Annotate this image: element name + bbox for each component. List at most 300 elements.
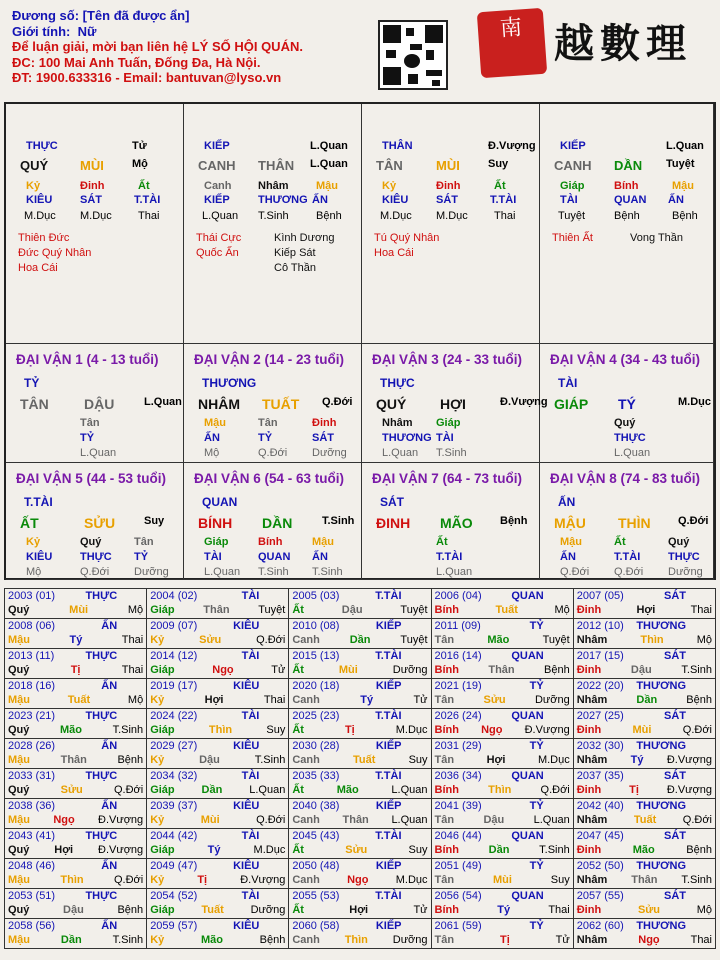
dai-van-pillar: Đ.Vượng (500, 396, 548, 408)
header-info (12, 8, 303, 86)
year-ten-god: THƯƠNG (636, 740, 686, 752)
hidden-ten-god: ẤN (668, 194, 684, 206)
year-ten-god: THƯƠNG (636, 860, 686, 872)
year-label: 2006 (04) (434, 590, 482, 602)
dai-van-pillar: Q.Đới (678, 515, 709, 527)
year-head (577, 590, 712, 604)
life-stage: M.Dục (380, 210, 412, 222)
star-name: Tú Quý Nhân (374, 232, 440, 244)
life-stage: T.Sinh (258, 210, 289, 222)
year-ten-god: SÁT (664, 710, 686, 722)
year-cell (289, 679, 431, 709)
year-label: 2057 (55) (576, 890, 624, 902)
dai-van-detail: Quý (80, 536, 102, 548)
year-label: 2062 (60) (576, 920, 624, 932)
year-stage: Q.Đới (682, 724, 712, 736)
year-branch: Dần (349, 634, 371, 646)
year-pillar (435, 634, 570, 648)
year-ten-god: TỶ (529, 740, 544, 752)
year-branch: Tý (207, 844, 221, 856)
year-branch: Ngọ (481, 724, 503, 736)
year-stem: Giáp (150, 784, 175, 796)
qr-code-icon (378, 20, 448, 90)
year-stage: Q.Đới (256, 814, 286, 826)
hidden-ten-god: SÁT (80, 194, 102, 206)
year-cell (5, 679, 147, 709)
dai-van-detail: Q.Đới (258, 447, 288, 459)
star-name: Kình Dương (274, 232, 335, 244)
year-branch: Sửu (637, 904, 660, 916)
year-head (577, 890, 712, 904)
year-ten-god: THỰC (85, 770, 118, 782)
dai-van-pillar: Suy (144, 515, 165, 527)
pillar-label: THÂN (258, 158, 295, 173)
year-ten-god: TÀI (241, 590, 260, 602)
year-stem: Tân (434, 694, 455, 706)
hidden-stem: Ất (494, 180, 506, 192)
dai-van-title: ĐẠI VẬN 6 (54 - 63 tuổi) (194, 471, 345, 486)
dai-van-ten-god: TÀI (558, 376, 578, 390)
year-stem: Kỷ (150, 694, 165, 706)
year-head (150, 800, 285, 814)
dai-van-detail: TỶ (80, 432, 95, 444)
ten-god-label: THÂN (382, 140, 413, 152)
year-cell (289, 619, 431, 649)
life-stage: Bệnh (316, 210, 342, 222)
dai-van-pillar: HỢI (440, 396, 466, 412)
life-stage: M.Dục (80, 210, 112, 222)
year-ten-god: QUAN (511, 590, 544, 602)
dai-van-pillar: ẤT (20, 515, 39, 531)
year-head (8, 920, 143, 934)
ten-god-label: KIẾP (560, 140, 586, 152)
dai-van-ten-god: THỰC (380, 376, 415, 390)
dai-van-detail: Nhâm (382, 417, 413, 429)
year-label: 2046 (44) (434, 830, 482, 842)
year-label: 2028 (26) (8, 740, 56, 752)
year-label: 2030 (28) (292, 740, 340, 752)
year-stem: Mậu (8, 754, 30, 766)
dai-van-pillar: TUẤT (262, 396, 300, 412)
year-stage: Thai (690, 934, 712, 946)
dai-van-detail: THỰC (80, 551, 112, 563)
year-pillar (8, 784, 143, 798)
year-label: 2012 (10) (576, 620, 624, 632)
year-pillar (292, 724, 427, 738)
year-stage: M.Dục (395, 874, 428, 886)
year-branch: Dậu (483, 814, 505, 826)
year-stage: T.Sinh (112, 724, 144, 736)
dai-van-title: ĐẠI VẬN 3 (24 - 33 tuổi) (372, 352, 523, 367)
year-head (292, 590, 427, 604)
year-cell (147, 919, 289, 949)
year-head (435, 920, 570, 934)
hidden-stem: Giáp (560, 180, 585, 192)
year-cell (5, 619, 147, 649)
pillar-label: MÙI (436, 158, 460, 173)
year-stem: Tân (434, 934, 455, 946)
year-branch: Mùi (69, 604, 89, 616)
year-ten-god: KIẾP (375, 860, 402, 872)
year-ten-god: TÀI (241, 830, 260, 842)
year-label: 2036 (34) (434, 770, 482, 782)
year-branch: Ngọ (212, 664, 234, 676)
year-cell (573, 739, 715, 769)
year-head (150, 740, 285, 754)
life-stage: L.Quan (202, 210, 239, 222)
year-ten-god: T.TÀI (375, 830, 402, 842)
year-label: 2041 (39) (434, 800, 482, 812)
year-ten-god: KIÊU (233, 740, 260, 752)
dai-van-detail: SÁT (312, 432, 334, 444)
dai-van-detail: THƯƠNG (382, 432, 432, 444)
year-cell (5, 799, 147, 829)
dai-van-pillar: SỬU (84, 515, 116, 531)
year-label: 2023 (21) (8, 710, 56, 722)
year-head (8, 770, 143, 784)
year-label: 2004 (02) (150, 590, 198, 602)
year-stage: Thai (121, 634, 144, 646)
year-stem: Nhâm (576, 634, 608, 646)
year-stage: T.Sinh (539, 844, 570, 856)
year-stem: Giáp (150, 664, 175, 676)
year-stem: Kỷ (150, 814, 165, 826)
life-stage: Bệnh (672, 210, 698, 222)
year-head (435, 770, 570, 784)
year-stage: Thai (548, 904, 570, 916)
dai-van-detail: Dưỡng (134, 566, 169, 578)
year-pillar (577, 634, 712, 648)
year-ten-god: KIẾP (375, 740, 402, 752)
dai-van-ten-god: ẤN (558, 495, 576, 509)
year-branch: Tuất (201, 904, 224, 916)
hidden-stem: Đinh (80, 180, 105, 192)
year-head (435, 650, 570, 664)
year-stage: T.Sinh (681, 664, 712, 676)
year-label: 2008 (06) (8, 620, 56, 632)
dai-van-detail: Mộ (204, 447, 220, 459)
year-stage: Bệnh (686, 844, 712, 856)
annual-years-table (4, 588, 716, 949)
life-stage: Thai (138, 210, 160, 222)
year-head (577, 830, 712, 844)
year-row (5, 769, 716, 799)
year-cell (5, 769, 147, 799)
ten-god-label: Đ.Vượng (488, 140, 536, 152)
palace-cell (540, 104, 714, 344)
year-cell (431, 919, 573, 949)
year-label: 2056 (54) (434, 890, 482, 902)
dai-van-cell (362, 463, 540, 580)
year-stage: Q.Đới (540, 784, 570, 796)
year-ten-god: KIÊU (233, 620, 260, 632)
dai-van-detail: Bính (258, 536, 283, 548)
pillar-label: Tuyệt (666, 158, 695, 170)
pillar-label: DẦN (614, 158, 643, 173)
dai-van-detail: Quý (668, 536, 690, 548)
hidden-stem: Kỷ (26, 180, 41, 192)
year-head (8, 740, 143, 754)
year-label: 2040 (38) (292, 800, 340, 812)
year-branch: Ngọ (347, 874, 369, 886)
year-pillar (435, 904, 570, 918)
year-cell (5, 889, 147, 919)
dai-van-detail: Q.Đới (80, 566, 110, 578)
year-head (8, 710, 143, 724)
year-stage: Thai (690, 604, 712, 616)
year-row (5, 829, 716, 859)
hidden-ten-god: T.TÀI (490, 194, 517, 206)
year-cell (573, 859, 715, 889)
dai-van-detail: L.Quan (436, 566, 473, 578)
year-pillar (8, 634, 143, 648)
dai-van-cell (6, 463, 184, 580)
dai-van-detail: THỰC (614, 432, 646, 444)
year-head (577, 860, 712, 874)
year-branch: Thân (203, 604, 230, 616)
year-pillar (8, 844, 143, 858)
year-head (292, 680, 427, 694)
year-head (150, 830, 285, 844)
dai-van-detail: ẤN (204, 432, 220, 444)
year-label: 2039 (37) (150, 800, 198, 812)
star-name: Đức Quý Nhân (18, 247, 92, 259)
year-pillar (292, 634, 427, 648)
dai-van-pillar: TÂN (20, 396, 49, 412)
year-label: 2015 (13) (292, 650, 340, 662)
year-stage: Bệnh (117, 904, 144, 916)
year-stem: Quý (8, 604, 30, 616)
dai-van-detail: TÀI (204, 551, 222, 563)
year-head (150, 770, 285, 784)
year-ten-god: TÀI (241, 710, 260, 722)
dai-van-pillar: L.Quan (144, 396, 182, 408)
hidden-stem: Mậu (316, 180, 338, 192)
hidden-ten-god: T.TÀI (134, 194, 161, 206)
year-head (292, 830, 427, 844)
year-cell (147, 889, 289, 919)
year-branch: Thân (488, 664, 515, 676)
dai-van-detail: Q.Đới (614, 566, 644, 578)
pillar-label: Suy (488, 158, 509, 170)
year-label: 2043 (41) (8, 830, 56, 842)
year-cell (573, 799, 715, 829)
year-branch: Hợi (486, 754, 506, 766)
year-ten-god: QUAN (511, 710, 544, 722)
year-branch: Tý (69, 634, 83, 646)
star-name: Thiên Đức (18, 232, 70, 244)
hidden-ten-god: KIÊU (382, 194, 409, 206)
year-stem: Nhâm (576, 694, 608, 706)
year-label: 2052 (50) (576, 860, 624, 872)
year-label: 2048 (46) (8, 860, 56, 872)
year-ten-god: ẤN (101, 620, 118, 632)
year-head (150, 590, 285, 604)
palace-cell (362, 104, 540, 344)
year-stage: Suy (266, 724, 286, 736)
year-head (292, 710, 427, 724)
year-ten-god: ẤN (101, 680, 118, 692)
year-stage: Suy (408, 754, 428, 766)
star-name: Hoa Cái (18, 262, 58, 274)
year-row (5, 589, 716, 619)
year-pillar (150, 814, 285, 828)
year-ten-god: ẤN (101, 860, 118, 872)
life-stage: Bệnh (614, 210, 640, 222)
year-pillar (577, 904, 712, 918)
year-stage: Q.Đới (682, 814, 712, 826)
year-pillar (435, 754, 570, 768)
year-cell (147, 619, 289, 649)
year-ten-god: KIẾP (375, 680, 402, 692)
year-pillar (435, 934, 570, 948)
year-cell (147, 709, 289, 739)
year-branch: Thìn (344, 934, 368, 946)
year-head (435, 590, 570, 604)
dai-van-cell (362, 344, 548, 463)
year-stem: Nhâm (576, 814, 608, 826)
hidden-ten-god: KIÊU (26, 194, 53, 206)
year-stage: Mộ (127, 604, 144, 616)
year-pillar (8, 604, 143, 618)
year-cell (289, 889, 431, 919)
year-pillar (150, 904, 285, 918)
year-label: 2055 (53) (292, 890, 340, 902)
year-cell (289, 709, 431, 739)
year-label: 2013 (11) (8, 650, 55, 662)
owner-line: Đương số: [Tên đã được ẩn] (12, 8, 190, 23)
year-branch: Dần (636, 694, 658, 706)
year-cell (431, 799, 573, 829)
year-head (292, 740, 427, 754)
dai-van-detail: THỰC (668, 551, 700, 563)
year-ten-god: THỰC (85, 590, 118, 602)
year-stage: Dưỡng (392, 934, 428, 946)
year-ten-god: KIÊU (233, 860, 260, 872)
year-cell (431, 589, 573, 619)
year-label: 2017 (15) (576, 650, 624, 662)
year-cell (289, 799, 431, 829)
year-ten-god: THƯƠNG (636, 920, 686, 932)
year-label: 2022 (20) (576, 680, 624, 692)
year-stem: Kỷ (150, 874, 165, 886)
year-head (292, 920, 427, 934)
year-label: 2009 (07) (150, 620, 198, 632)
year-cell (5, 649, 147, 679)
year-stem: Nhâm (576, 934, 608, 946)
year-stage: Bệnh (544, 664, 570, 676)
year-stage: L.Quan (533, 814, 570, 826)
pillar-label: QUÝ (20, 158, 49, 173)
year-row (5, 679, 716, 709)
year-ten-god: KIẾP (375, 800, 402, 812)
year-ten-god: SÁT (664, 830, 686, 842)
year-head (577, 710, 712, 724)
year-ten-god: TÀI (241, 890, 260, 902)
year-stage: Tử (413, 904, 428, 916)
year-ten-god: KIÊU (233, 680, 260, 692)
year-branch: Tý (497, 904, 511, 916)
year-ten-god: QUAN (511, 890, 544, 902)
year-pillar (292, 604, 427, 618)
year-stem: Đinh (576, 724, 602, 736)
year-stem: Đinh (576, 604, 602, 616)
year-cell (431, 709, 573, 739)
dai-van-detail: Ất (436, 536, 448, 548)
dai-van-title: ĐẠI VẬN 1 (4 - 13 tuổi) (16, 352, 159, 367)
year-cell (431, 679, 573, 709)
year-stage: Suy (550, 874, 570, 886)
year-label: 2016 (14) (434, 650, 482, 662)
year-stage: Bệnh (686, 694, 712, 706)
year-stem: Nhâm (576, 754, 608, 766)
year-pillar (577, 844, 712, 858)
year-label: 2034 (32) (150, 770, 198, 782)
year-label: 2025 (23) (292, 710, 340, 722)
year-head (577, 650, 712, 664)
year-pillar (292, 694, 427, 708)
dai-van-ten-god: SÁT (380, 495, 404, 509)
year-ten-god: TÀI (241, 650, 260, 662)
year-ten-god: T.TÀI (375, 590, 402, 602)
year-cell (5, 829, 147, 859)
dai-van-detail: QUAN (258, 551, 291, 563)
dai-van-detail: Mậu (204, 417, 226, 429)
year-branch: Thân (631, 874, 658, 886)
year-pillar (150, 754, 285, 768)
year-ten-god: THỰC (85, 650, 118, 662)
year-cell (289, 769, 431, 799)
dai-van-pillar: Bệnh (500, 515, 528, 527)
year-branch: Tị (629, 784, 639, 796)
year-cell (289, 919, 431, 949)
year-pillar (435, 694, 570, 708)
dai-van-pillar: ĐINH (376, 515, 411, 531)
year-head (435, 800, 570, 814)
year-cell (431, 889, 573, 919)
year-pillar (577, 814, 712, 828)
year-label: 2014 (12) (150, 650, 198, 662)
year-head (8, 650, 143, 664)
year-stage: Đ.Vượng (98, 844, 144, 856)
year-stem: Quý (8, 724, 30, 736)
year-pillar (292, 844, 427, 858)
year-label: 2038 (36) (8, 800, 56, 812)
year-cell (289, 649, 431, 679)
year-head (150, 650, 285, 664)
year-branch: Thìn (208, 724, 233, 736)
year-pillar (577, 664, 712, 678)
dai-van-pillar: QUÝ (376, 396, 407, 412)
dai-van-detail: L.Quan (382, 447, 419, 459)
year-stem: Ất (292, 664, 304, 676)
year-branch: Tị (499, 934, 510, 946)
year-stage: Bệnh (259, 934, 286, 946)
hidden-stem: Canh (204, 180, 232, 192)
year-head (577, 740, 712, 754)
year-stem: Mậu (8, 874, 30, 886)
hidden-stem: Kỷ (382, 180, 397, 192)
dai-van-detail: Đinh (312, 417, 337, 429)
year-ten-god: KIẾP (375, 920, 402, 932)
year-stem: Canh (292, 814, 320, 826)
star-name: Cô Thần (274, 262, 316, 274)
year-ten-god: KIẾP (375, 620, 402, 632)
year-ten-god: T.TÀI (375, 890, 402, 902)
star-name: Thái Cực (196, 232, 242, 244)
year-stage: Đ.Vượng (666, 754, 712, 766)
year-branch: Thìn (488, 784, 512, 796)
